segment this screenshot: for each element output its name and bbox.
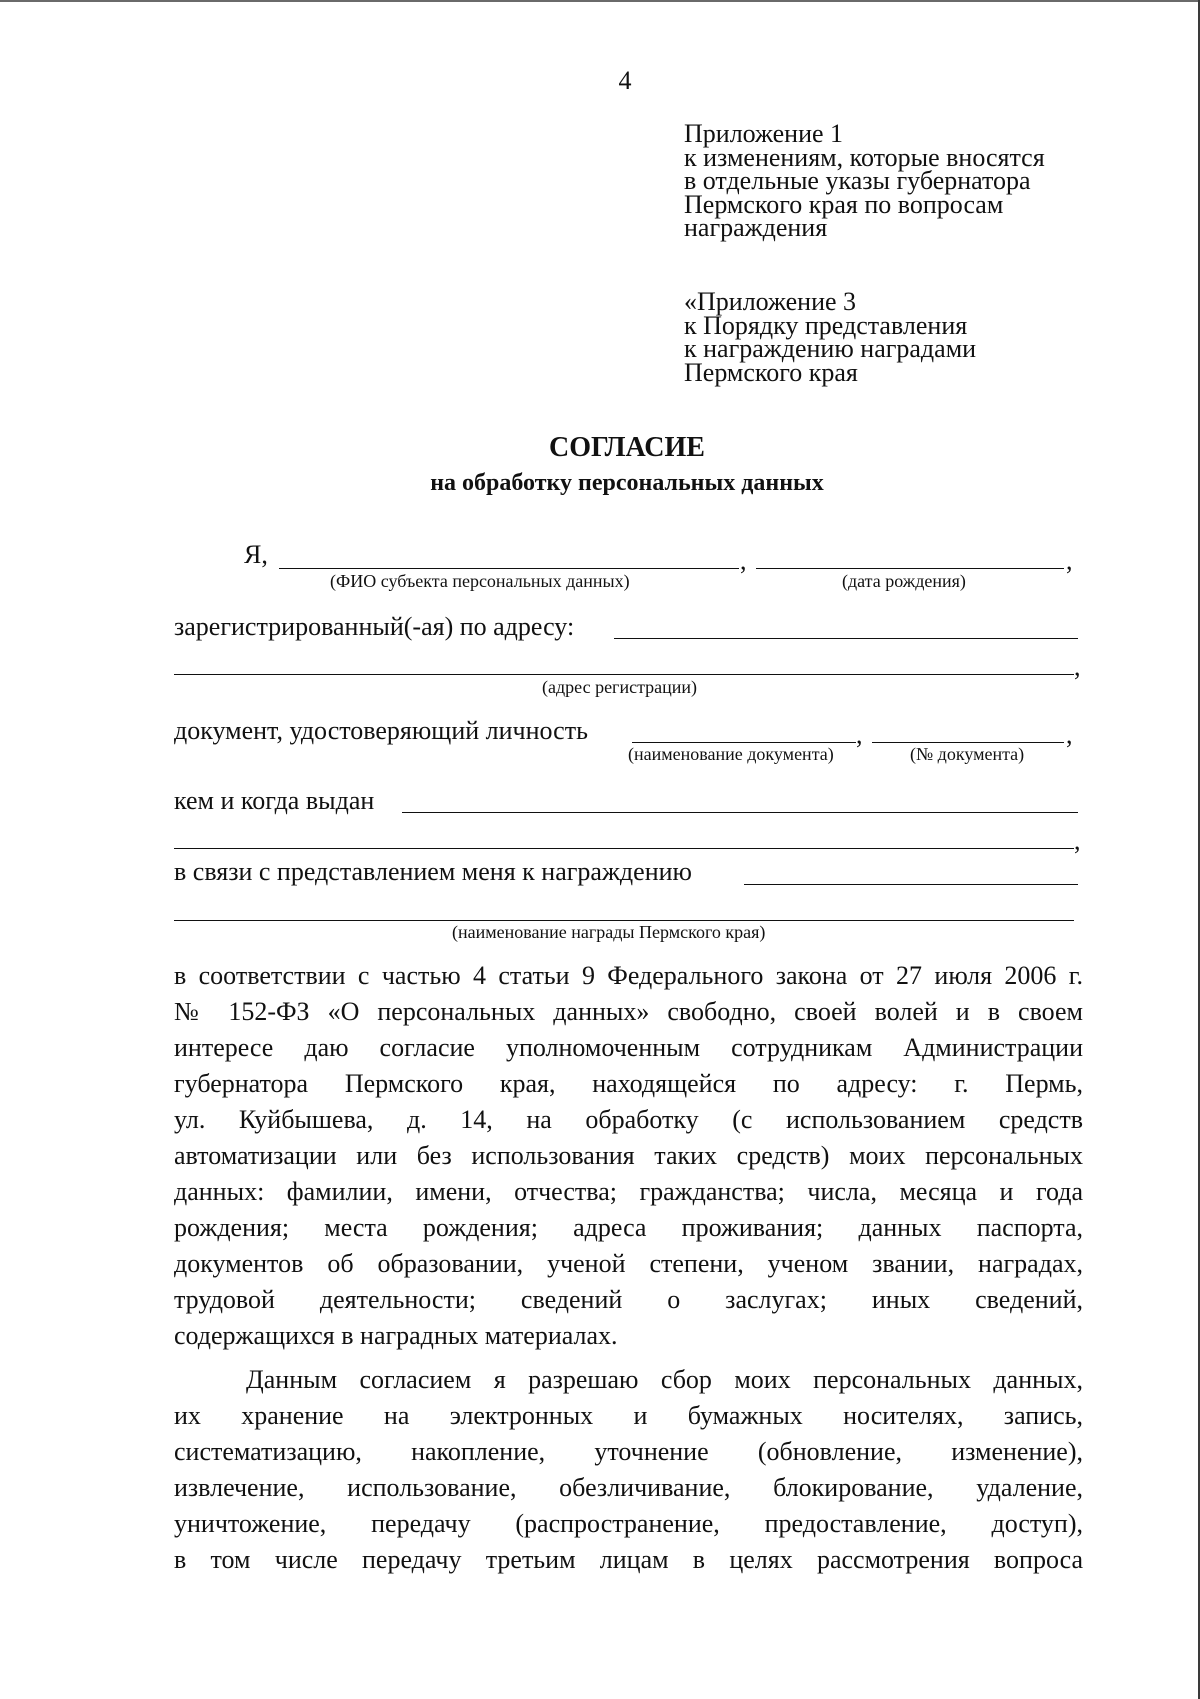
appendix-3-line: к Порядку представления <box>684 310 968 340</box>
birth-date-input-line[interactable] <box>756 568 1064 569</box>
paragraph-line: рождения; места рождения; адреса проживания; данных паспорта, <box>174 1213 1083 1242</box>
award-caption: (наименование награды Пермского края) <box>452 922 766 942</box>
award-label: в связи с представлением меня к награждению <box>174 857 692 886</box>
document-number-caption: (№ документа) <box>910 744 1025 764</box>
paragraph-line: губернатора Пермского края, находящейся по адресу: г. Пермь, <box>174 1069 1083 1098</box>
document-name-input-line[interactable] <box>632 742 856 743</box>
appendix-3-header <box>684 287 977 387</box>
address-caption: (адрес регистрации) <box>542 677 698 697</box>
consent-paragraph-1 <box>174 958 1083 1354</box>
appendix-3-line: «Приложение 3 <box>684 287 857 316</box>
issued-by-input-line-2[interactable] <box>174 848 1074 849</box>
scan-edge-top <box>0 0 1200 2</box>
paragraph-line: их хранение на электронных и бумажных носителях, запись, <box>174 1401 1083 1430</box>
comma: , <box>1074 652 1081 681</box>
paragraph-line: уничтожение, передачу (распространение, предоставление, доступ), <box>174 1509 1083 1538</box>
appendix-1-line: Пермского края по вопросам <box>684 189 1004 219</box>
award-input-line[interactable] <box>744 884 1078 885</box>
appendix-1-line: в отдельные указы губернатора <box>684 166 1031 195</box>
comma: , <box>1074 826 1081 855</box>
paragraph-line: интересе даю согласие уполномоченным сотрудникам Администрации <box>174 1033 1083 1062</box>
appendix-1-header <box>684 119 1045 242</box>
comma: , <box>856 720 863 749</box>
issued-by-input-line[interactable] <box>402 812 1078 813</box>
identity-document-label: документ, удостоверяющий личность <box>174 716 588 745</box>
page-number: 4 <box>618 66 632 95</box>
fio-caption: (ФИО субъекта персональных данных) <box>330 571 630 591</box>
paragraph-line: в соответствии с частью 4 статьи 9 Федерального закона от 27 июля 2006 г. <box>174 961 1083 990</box>
paragraph-line: извлечение, использование, обезличивание, блокирование, удаление, <box>174 1473 1083 1502</box>
birth-date-caption: (дата рождения) <box>842 571 966 591</box>
ya-label: Я, <box>244 540 268 569</box>
document-title: СОГЛАСИЕ <box>549 432 705 463</box>
paragraph-line: документов об образовании, ученой степени, ученом звании, наградах, <box>174 1249 1083 1278</box>
paragraph-line: систематизацию, накопление, уточнение (обновление, изменение), <box>174 1437 1083 1466</box>
paragraph-line: ул. Куйбышева, д. 14, на обработку (с использованием средств <box>174 1105 1083 1134</box>
registered-address-input-line-2[interactable] <box>174 674 1074 675</box>
comma: , <box>740 546 747 575</box>
document-name-caption: (наименование документа) <box>628 744 834 764</box>
paragraph-line: в том числе передачу третьим лицам в целях рассмотрения вопроса <box>174 1545 1083 1574</box>
fio-input-line[interactable] <box>279 568 739 569</box>
appendix-1-line: Приложение 1 <box>684 119 844 148</box>
issued-by-label: кем и когда выдан <box>174 786 375 815</box>
comma: , <box>1066 546 1073 575</box>
award-input-line-2[interactable] <box>174 920 1074 921</box>
paragraph-line: № 152-ФЗ «О персональных данных» свободно, своей волей и в своем <box>174 997 1083 1026</box>
appendix-3-line: к награждению наградами <box>684 334 977 363</box>
registered-address-input-line[interactable] <box>614 638 1078 639</box>
appendix-3-line: Пермского края <box>684 357 858 387</box>
paragraph-line: трудовой деятельности; сведений о заслугах; иных сведений, <box>174 1285 1083 1314</box>
paragraph-line: автоматизации или без использования таких средств) моих персональных <box>174 1141 1083 1170</box>
appendix-1-line: награждения <box>684 213 828 242</box>
document-subtitle: на обработку персональных данных <box>430 470 824 496</box>
paragraph-line: содержащихся в наградных материалах. <box>174 1321 618 1350</box>
registered-address-label: зарегистрированный(-ая) по адресу: <box>174 612 575 641</box>
appendix-1-line: к изменениям, которые вносятся <box>684 142 1045 172</box>
paragraph-line: данных: фамилии, имени, отчества; гражданства; числа, месяца и года <box>174 1177 1083 1206</box>
document-number-input-line[interactable] <box>872 742 1064 743</box>
comma: , <box>1066 720 1073 749</box>
consent-paragraph-2 <box>174 1362 1083 1578</box>
paragraph-line: Данным согласием я разрешаю сбор моих персональных данных, <box>246 1365 1083 1394</box>
